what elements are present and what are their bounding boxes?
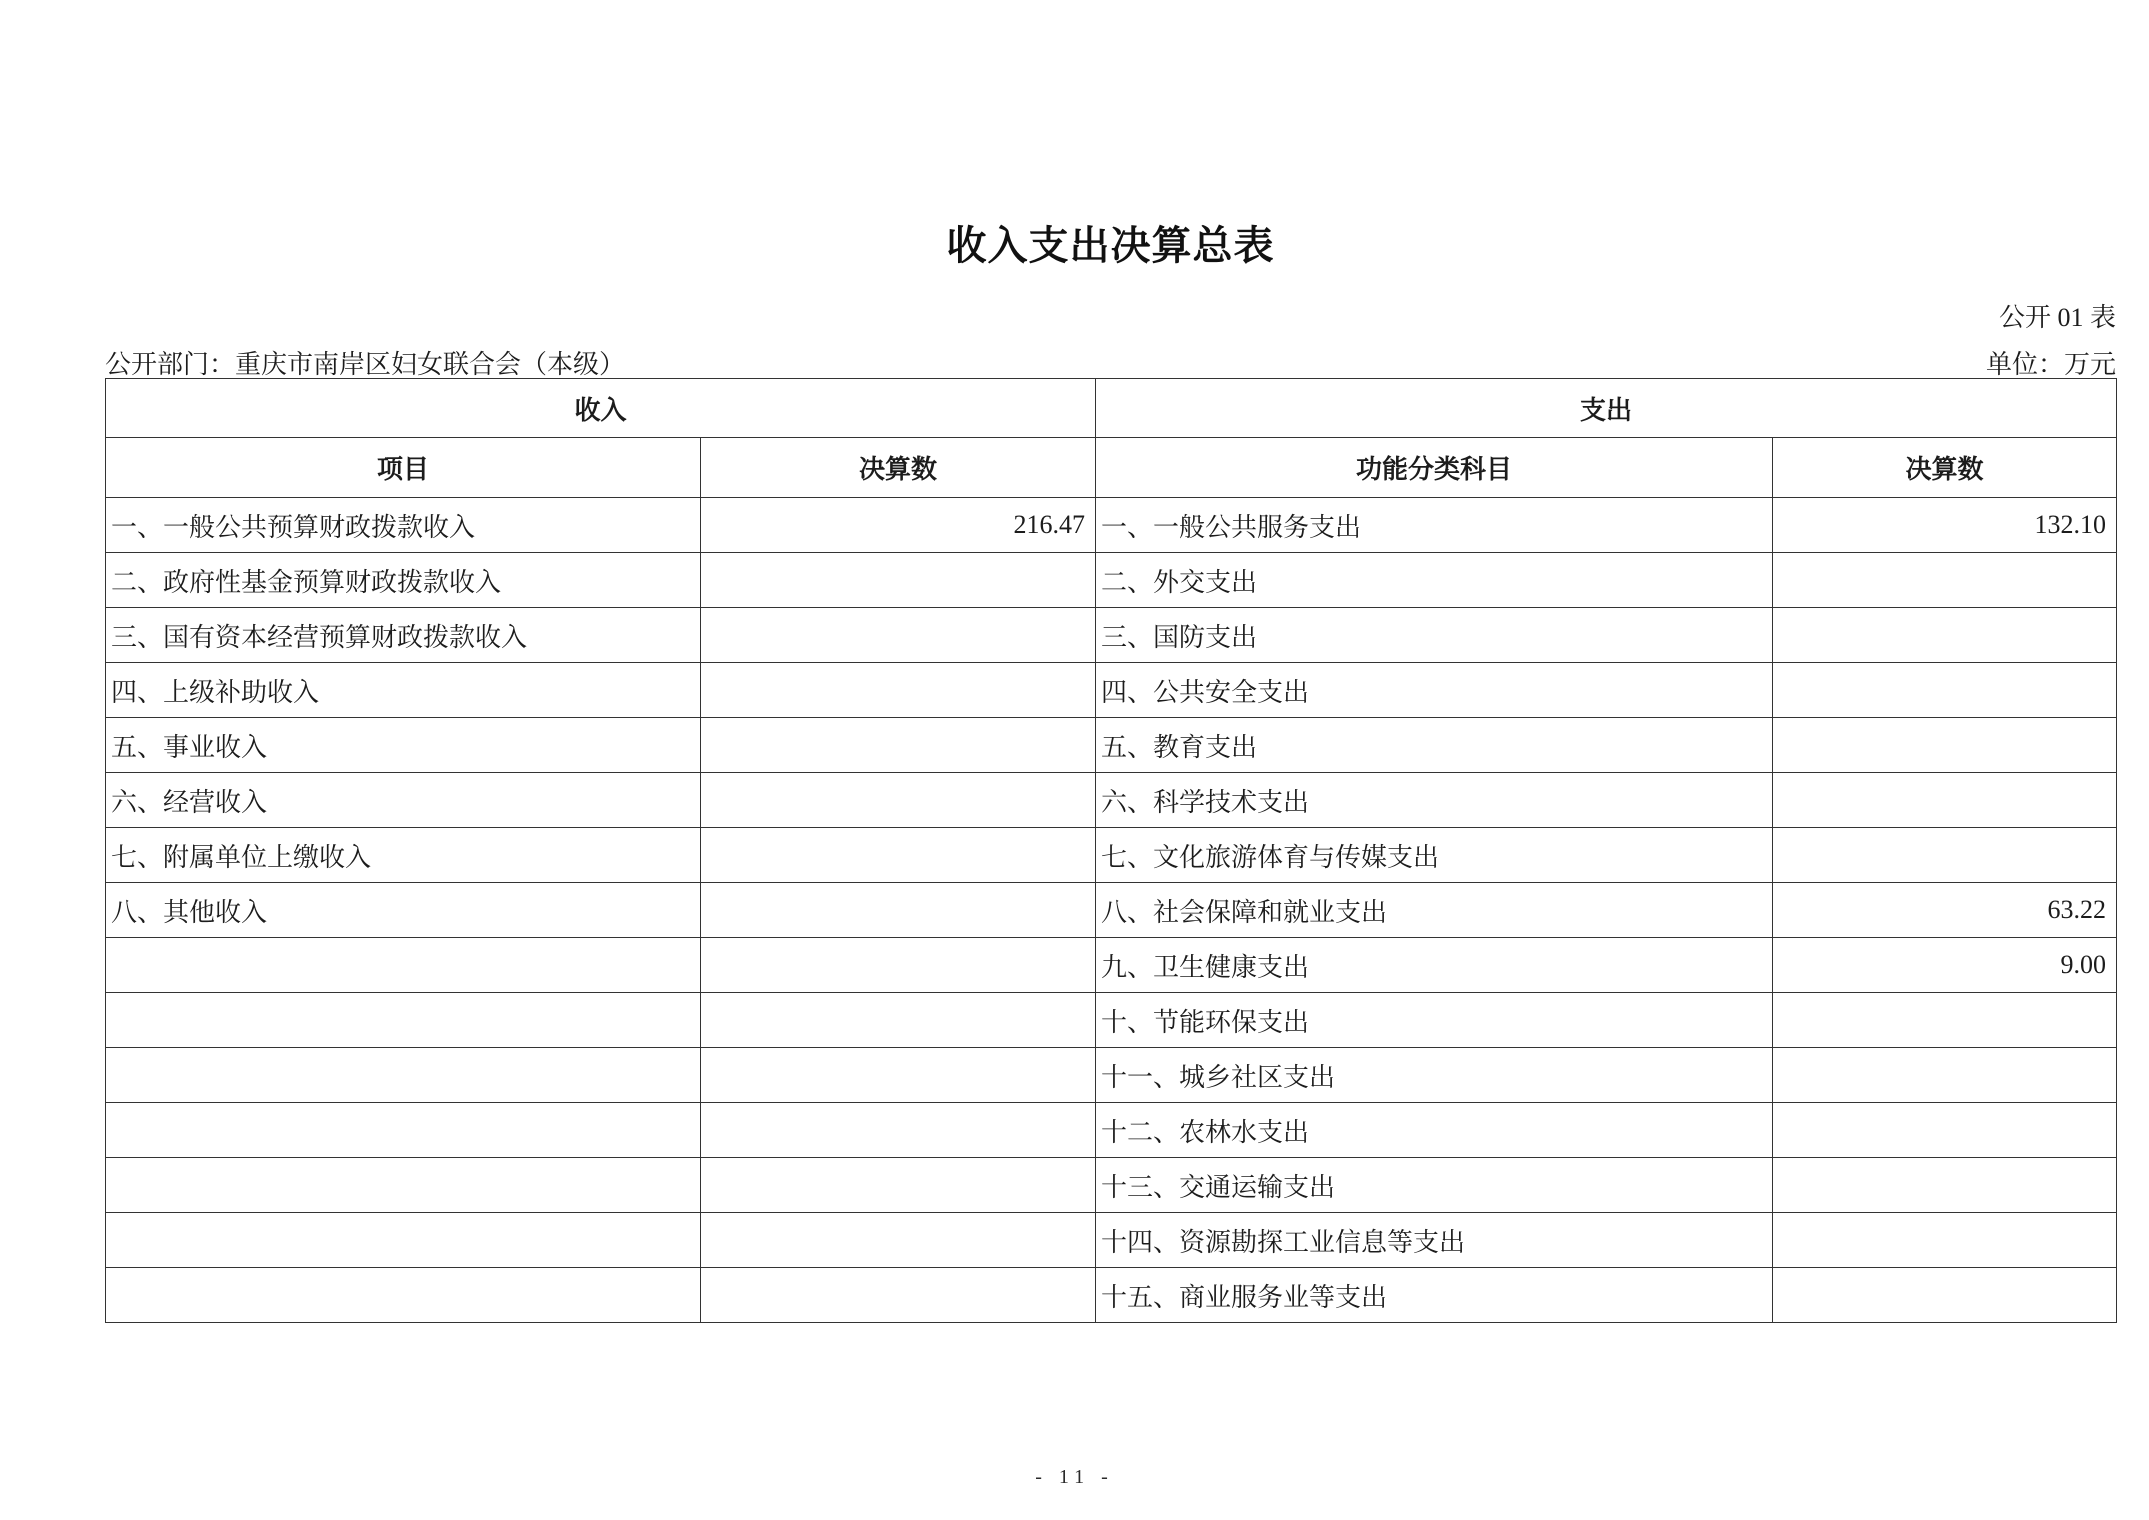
expense-item-cell: 十一、城乡社区支出: [1096, 1048, 1773, 1103]
table-row: [106, 663, 2117, 718]
income-value-cell: 216.47: [701, 498, 1096, 553]
income-value-cell: [701, 1048, 1096, 1103]
expense-value-cell: 132.10: [1773, 498, 2117, 553]
expense-item-column-header: 功能分类科目: [1096, 438, 1773, 498]
income-item-column-header: 项目: [106, 438, 701, 498]
expense-value-cell: [1773, 993, 2117, 1048]
income-item-cell: 四、上级补助收入: [106, 663, 701, 718]
income-item-cell: [106, 1158, 701, 1213]
expense-value-cell: [1773, 608, 2117, 663]
table-row: [106, 553, 2117, 608]
table-row: [106, 1268, 2117, 1323]
table-body: [106, 498, 2117, 1323]
income-item-cell: 八、其他收入: [106, 883, 701, 938]
table-code-label: 公开 01 表: [1998, 303, 2116, 332]
income-value-cell: [701, 828, 1096, 883]
table-row: [106, 498, 2117, 553]
expense-item-cell: 一、一般公共服务支出: [1096, 498, 1773, 553]
page-title: 收入支出决算总表: [946, 223, 1275, 268]
expense-value-cell: 63.22: [1773, 883, 2117, 938]
expense-section-header: 支出: [1096, 379, 2117, 438]
table-row: [106, 1103, 2117, 1158]
expense-value-cell: [1773, 773, 2117, 828]
expense-item-cell: 十四、资源勘探工业信息等支出: [1096, 1213, 1773, 1268]
expense-item-cell: 三、国防支出: [1096, 608, 1773, 663]
income-item-cell: [106, 1048, 701, 1103]
page-number: - 11 -: [1035, 1466, 1114, 1488]
unit-label: 单位：万元: [1985, 350, 2116, 379]
income-item-cell: [106, 993, 701, 1048]
expense-value-cell: [1773, 553, 2117, 608]
income-value-cell: [701, 938, 1096, 993]
income-item-cell: 一、一般公共预算财政拨款收入: [106, 498, 701, 553]
income-value-cell: [701, 883, 1096, 938]
income-item-cell: 五、事业收入: [106, 718, 701, 773]
expense-item-cell: 五、教育支出: [1096, 718, 1773, 773]
table-row: [106, 883, 2117, 938]
income-item-cell: [106, 1103, 701, 1158]
expense-item-cell: 七、文化旅游体育与传媒支出: [1096, 828, 1773, 883]
income-value-cell: [701, 773, 1096, 828]
income-value-cell: [701, 1158, 1096, 1213]
income-item-cell: [106, 1213, 701, 1268]
expense-item-cell: 十、节能环保支出: [1096, 993, 1773, 1048]
table-row: [106, 608, 2117, 663]
section-header-row: [106, 379, 2117, 438]
table-row: [106, 1048, 2117, 1103]
income-value-cell: [701, 718, 1096, 773]
expense-value-cell: [1773, 1213, 2117, 1268]
income-item-cell: 六、经营收入: [106, 773, 701, 828]
table-row: [106, 1158, 2117, 1213]
expense-item-cell: 八、社会保障和就业支出: [1096, 883, 1773, 938]
income-item-cell: 二、政府性基金预算财政拨款收入: [106, 553, 701, 608]
table-row: [106, 828, 2117, 883]
income-item-cell: [106, 1268, 701, 1323]
table-row: [106, 773, 2117, 828]
table-row: [106, 1213, 2117, 1268]
income-value-cell: [701, 1268, 1096, 1323]
expense-value-cell: [1773, 1103, 2117, 1158]
table-row: [106, 938, 2117, 993]
expense-item-cell: 十五、商业服务业等支出: [1096, 1268, 1773, 1323]
income-value-cell: [701, 993, 1096, 1048]
income-value-cell: [701, 608, 1096, 663]
expense-value-cell: 9.00: [1773, 938, 2117, 993]
income-amount-column-header: 决算数: [701, 438, 1096, 498]
expense-value-cell: [1773, 1268, 2117, 1323]
expense-item-cell: 六、科学技术支出: [1096, 773, 1773, 828]
expense-item-cell: 九、卫生健康支出: [1096, 938, 1773, 993]
department-label: 公开部门：重庆市南岸区妇女联合会（本级）: [105, 350, 626, 379]
column-header-row: [106, 438, 2117, 498]
meta-row: [105, 344, 2116, 381]
expense-value-cell: [1773, 1048, 2117, 1103]
expense-value-cell: [1773, 828, 2117, 883]
expense-item-cell: 十二、农林水支出: [1096, 1103, 1773, 1158]
income-value-cell: [701, 553, 1096, 608]
summary-table: [105, 378, 2117, 1323]
expense-value-cell: [1773, 1158, 2117, 1213]
income-value-cell: [701, 1103, 1096, 1158]
expense-item-cell: 二、外交支出: [1096, 553, 1773, 608]
income-item-cell: 七、附属单位上缴收入: [106, 828, 701, 883]
income-item-cell: 三、国有资本经营预算财政拨款收入: [106, 608, 701, 663]
income-value-cell: [701, 1213, 1096, 1268]
expense-value-cell: [1773, 718, 2117, 773]
table-row: [106, 718, 2117, 773]
expense-item-cell: 十三、交通运输支出: [1096, 1158, 1773, 1213]
expense-item-cell: 四、公共安全支出: [1096, 663, 1773, 718]
expense-amount-column-header: 决算数: [1773, 438, 2117, 498]
income-value-cell: [701, 663, 1096, 718]
expense-value-cell: [1773, 663, 2117, 718]
income-section-header: 收入: [106, 379, 1096, 438]
table-row: [106, 993, 2117, 1048]
income-item-cell: [106, 938, 701, 993]
